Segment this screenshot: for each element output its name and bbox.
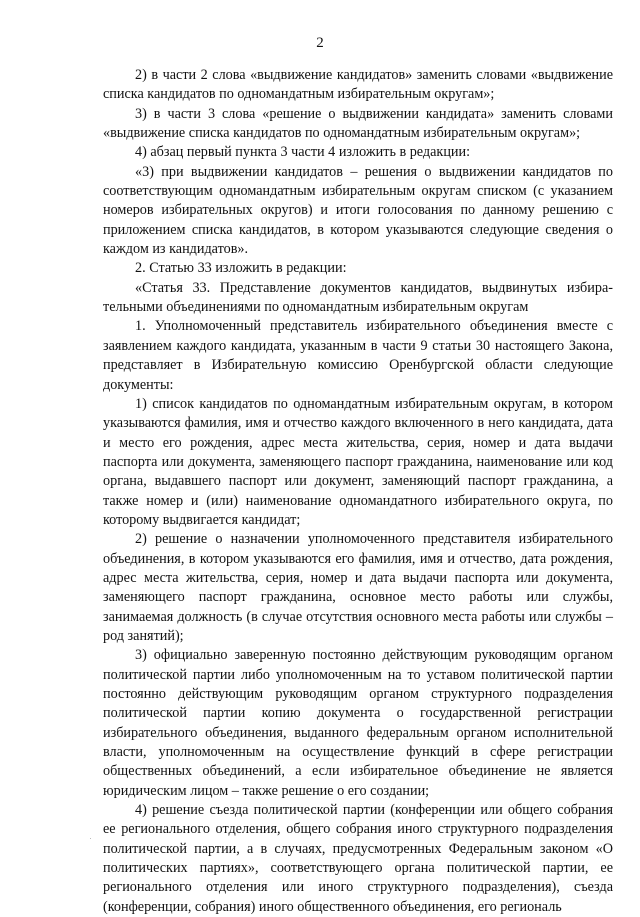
paragraph-article-33-part-1: 1. Уполномоченный представитель избирательного объединения вместе с заявлением каждого кандидата, указанным в части 9 статьи 30 настоящего Закона, представляет в Избирательную комиссию Оренбургской области следующие документы: bbox=[103, 318, 613, 393]
scan-speck bbox=[90, 838, 91, 839]
paragraph-list-item-1: 1) список кандидатов по одномандатным избирательным округам, в котором указываются фамилия, имя и отчество каждого включенного в него кандидата, дата и место его рождения, адрес места жительства, серия, номер и дата выдачи паспорта или документа, заменяющего паспорт гражданина, наименование или код органа, выдавшего паспорт или документ, заменяющий паспорт гражданина, а также номер и (или) наименование одномандатного избирательного округа, по которому выдвигается кандидат; bbox=[103, 395, 613, 528]
paragraph-amendment-4: 4) абзац первый пункта 3 части 4 изложить в редакции: bbox=[135, 144, 471, 161]
paragraph-section-2: 2. Статью 33 изложить в редакции: bbox=[135, 260, 347, 277]
paragraph-amendment-2: 2) в части 2 слова «выдвижение кандидатов» заменить словами «выдвижение списка кандидатов по одномандатным избирательным округам»; bbox=[103, 67, 613, 103]
paragraph-list-item-3: 3) официально заверенную постоянно действующим руководящим органом политической партии либо уполномоченным на то уставом политической партии постоянно действующим руководящим органом структурного подразделения политической партии копию документа о государственной регистрации избирательного объединения, выданного федеральным органом исполнительной власти, уполномоченным на осуществление функций в сфере регистрации общественных объединений, а если избирательное объединение не является юридическим лицом – также решение о его создании; bbox=[103, 647, 613, 799]
document-body bbox=[103, 66, 613, 917]
paragraph-item-3-text: «3) при выдвижении кандидатов – решения о выдвижении кандидатов по соответствующим одномандатным избирательным округам списком (с указанием номеров избирательных округов) и итоги голосования по данному решению с приложением списка кандидатов, в котором указываются следующие сведения о каждом из кандидатов». bbox=[103, 163, 613, 258]
paragraph-list-item-4: 4) решение съезда политической партии (конференции или общего собрания ее регионального отделения, общего собрания иного структурного подразделения политической партии, а в случаях, предусмотренных Федеральным законом «О политических партиях», соответствующего органа политической партии, ее регионального отделения или иного структурного подразделения), съезда (конференции, собрания) иного общественного объединения, его региональ bbox=[103, 802, 613, 915]
page-number: 2 bbox=[316, 35, 324, 51]
paragraph-article-33-title: «Статья 33. Представление документов кандидатов, выдвинутых избирательными объединениями по одномандатным избирательным округам bbox=[103, 279, 613, 316]
paragraph-list-item-2: 2) решение о назначении уполномоченного представителя избирательного объединения, в котором указываются его фамилия, имя и отчество, дата рождения, адрес места жительства, серия, номер и дата выдачи паспорта или документа, заменяющего паспорт гражданина, основное место работы или службы, занимаемая должность (в случае отсутствия основного места работы или службы – род занятий); bbox=[103, 531, 613, 644]
paragraph-amendment-3: 3) в части 3 слова «решение о выдвижении кандидата» заменить словами «выдвижение списка кандидатов по одномандатным избирательным округам»; bbox=[103, 105, 613, 142]
